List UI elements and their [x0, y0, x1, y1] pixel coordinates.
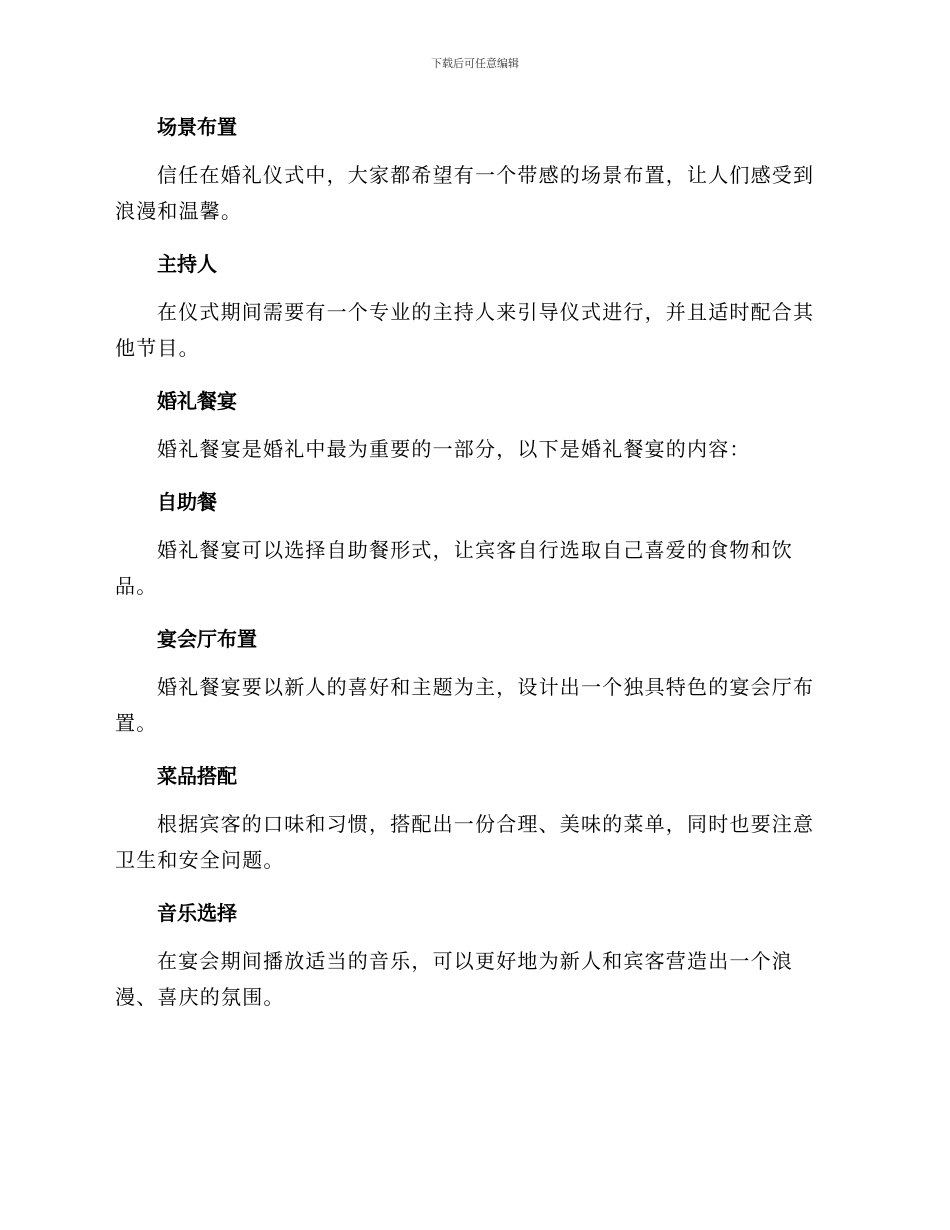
section-text-scene: 信任在婚礼仪式中，大家都希望有一个带感的场景布置，让人们感受到浪漫和温馨。	[115, 163, 815, 223]
section-heading-host: 主持人	[157, 252, 217, 276]
section-text-hall: 婚礼餐宴要以新人的喜好和主题为主，设计出一个独具特色的宴会厅布置。	[115, 675, 815, 735]
document-body	[115, 109, 835, 1020]
header-note: 下载后可任意编辑	[431, 57, 519, 70]
section-heading-music: 音乐选择	[157, 901, 237, 925]
section-heading-banquet: 婚礼餐宴	[157, 389, 237, 413]
section-text-buffet: 婚礼餐宴可以选择自助餐形式，让宾客自行选取自己喜爱的食物和饮品。	[115, 538, 793, 598]
section-heading-scene: 场景布置	[157, 115, 237, 139]
section-heading-menu: 菜品搭配	[157, 764, 237, 788]
section-heading-buffet: 自助餐	[157, 490, 217, 514]
section-heading-hall: 宴会厅布置	[157, 627, 257, 651]
section-text-host: 在仪式期间需要有一个专业的主持人来引导仪式进行，并且适时配合其他节目。	[115, 300, 815, 360]
section-text-banquet: 婚礼餐宴是婚礼中最为重要的一部分，以下是婚礼餐宴的内容：	[157, 437, 751, 461]
section-text-music: 在宴会期间播放适当的音乐，可以更好地为新人和宾客营造出一个浪漫、喜庆的氛围。	[115, 949, 793, 1009]
section-text-menu: 根据宾客的口味和习惯，搭配出一份合理、美味的菜单，同时也要注意卫生和安全问题。	[115, 812, 815, 872]
